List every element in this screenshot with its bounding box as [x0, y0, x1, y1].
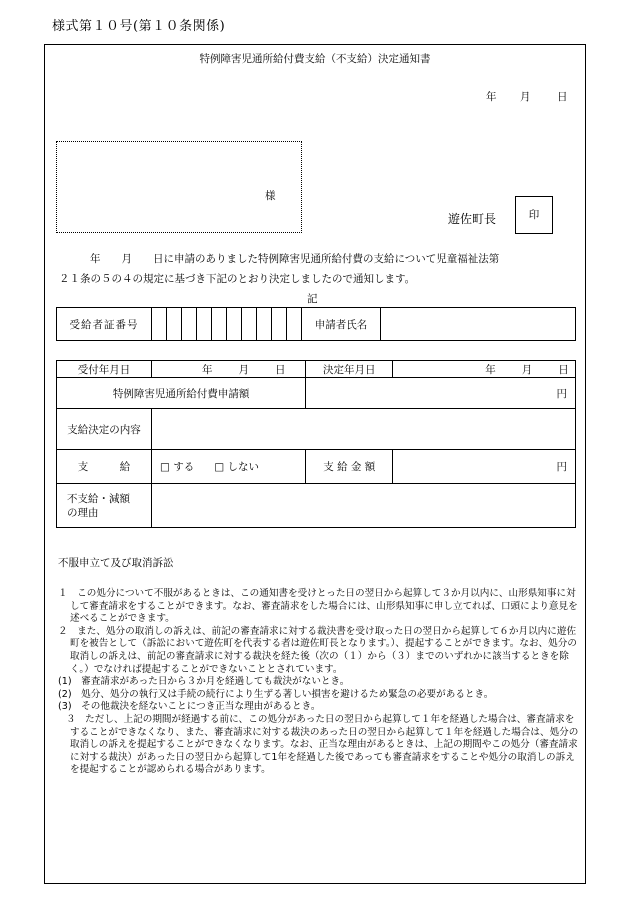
payment-amount-label: 支 給 金 額	[306, 450, 393, 484]
digit-cell	[182, 308, 197, 341]
received-date-cell: 年 月 日	[152, 361, 306, 378]
date-year: 年	[486, 91, 497, 103]
recipient-table	[56, 307, 576, 341]
reason-label: 不支給・減額 の理由	[57, 484, 152, 528]
payment-label: 支 給	[57, 450, 152, 484]
date-day: 日	[557, 91, 568, 103]
appeal-notes	[58, 588, 582, 777]
payment-amount-cell: 円	[393, 450, 576, 484]
document-title: 特例障害児通所給付費支給（不支給）決定通知書	[199, 53, 431, 65]
note-paragraph-3: ３ ただし、上記の期間が経過する前に、この処分があった日の翌日から起算して１年を経過した場合は、審査請求をすることができなくなり、また、審査請求に対する裁決のあった日の翌日から起算して１年を経過した場合は、処分の取消しの訴えを提起することができなくなります。なお、正当な理由があるときは、上記の期間やこの処分（審査請求に対する裁決）があった日の翌日から起算して1年を経過した後であっても審査請求をすることや処分の取消しの訴えを提起することが認められる場合があります。	[66, 713, 579, 776]
note-item-3: (3) その他裁決を経ないことにつき正当な理由があるとき。	[58, 701, 321, 713]
digit-cell	[152, 308, 167, 341]
note-item-2: (2) 処分、処分の執行又は手続の続行により生ずる著しい損害を避けるため緊急の必要があるとき。	[58, 688, 494, 700]
decision-date-cell: 年 月 日	[393, 361, 576, 378]
decision-date-label: 決定年月日	[306, 361, 393, 378]
decision-content-cell	[152, 409, 576, 450]
decision-content-label: 支給決定の内容	[57, 409, 152, 450]
intro-line-2: ２１条の５の４の規定に基づき下記のとおり決定しましたので通知します。	[59, 273, 416, 285]
addressee-honorific: 様	[265, 190, 276, 202]
digit-cell	[272, 308, 287, 341]
appeal-heading: 不服申立て及び取消訴訟	[58, 557, 174, 569]
received-date-label: 受付年月日	[57, 361, 152, 378]
decision-table	[56, 360, 576, 528]
option-yes: □ する	[160, 461, 195, 473]
digit-cell	[167, 308, 182, 341]
applicant-name-cell	[381, 308, 576, 341]
digit-cell	[242, 308, 257, 341]
reason-cell	[152, 484, 576, 528]
digit-cell	[212, 308, 227, 341]
applicant-label: 申請者氏名	[302, 308, 381, 341]
option-no: □ しない	[214, 461, 260, 473]
digit-cell	[257, 308, 272, 341]
ki-label: 記	[307, 293, 318, 305]
note-paragraph-2: ２ また、処分の取消しの訴えは、前記の審査請求に対する裁決書を受け取った日の翌日から起算して６か月以内に遊佐町を被告として（訴訟において遊佐町を代表する者は遊佐町長となります。）、提起することができます。なお、処分の取消しの訴えは、前記の審査請求に対する裁決を経た後（次の（１）から（３）までのいずれかに該当するときを除く。）でなければ提起することができないこととされています。	[58, 625, 577, 675]
form-number-label: 様式第１０号(第１０条関係)	[52, 19, 226, 34]
recipient-no-label: 受給者証番号	[57, 308, 152, 341]
date-month: 月	[520, 91, 531, 103]
note-item-1: (1) 審査請求があった日から３か月を経過しても裁決がないとき。	[58, 676, 350, 688]
addressee-box	[56, 141, 302, 233]
intro-line-1: 年 月 日に申請のありました特例障害児通所給付費の支給について児童福祉法第	[90, 253, 500, 265]
payment-options-cell	[152, 450, 306, 484]
application-amount-label: 特例障害児通所給付費申請額	[57, 378, 306, 409]
digit-cell	[287, 308, 302, 341]
digit-cell	[197, 308, 212, 341]
seal-box: 印	[515, 196, 553, 234]
digit-cell	[227, 308, 242, 341]
issuer-name: 遊佐町長	[448, 212, 497, 226]
application-amount-cell: 円	[306, 378, 576, 409]
note-paragraph-1: １ この処分について不服があるときは、この通知書を受けとった日の翌日から起算して３か月以内に、山形県知事に対して審査請求をすることができます。なお、審査請求をした場合には、山形県知事に申し立てれば、口頭により意見を述べることができます。	[58, 588, 578, 625]
